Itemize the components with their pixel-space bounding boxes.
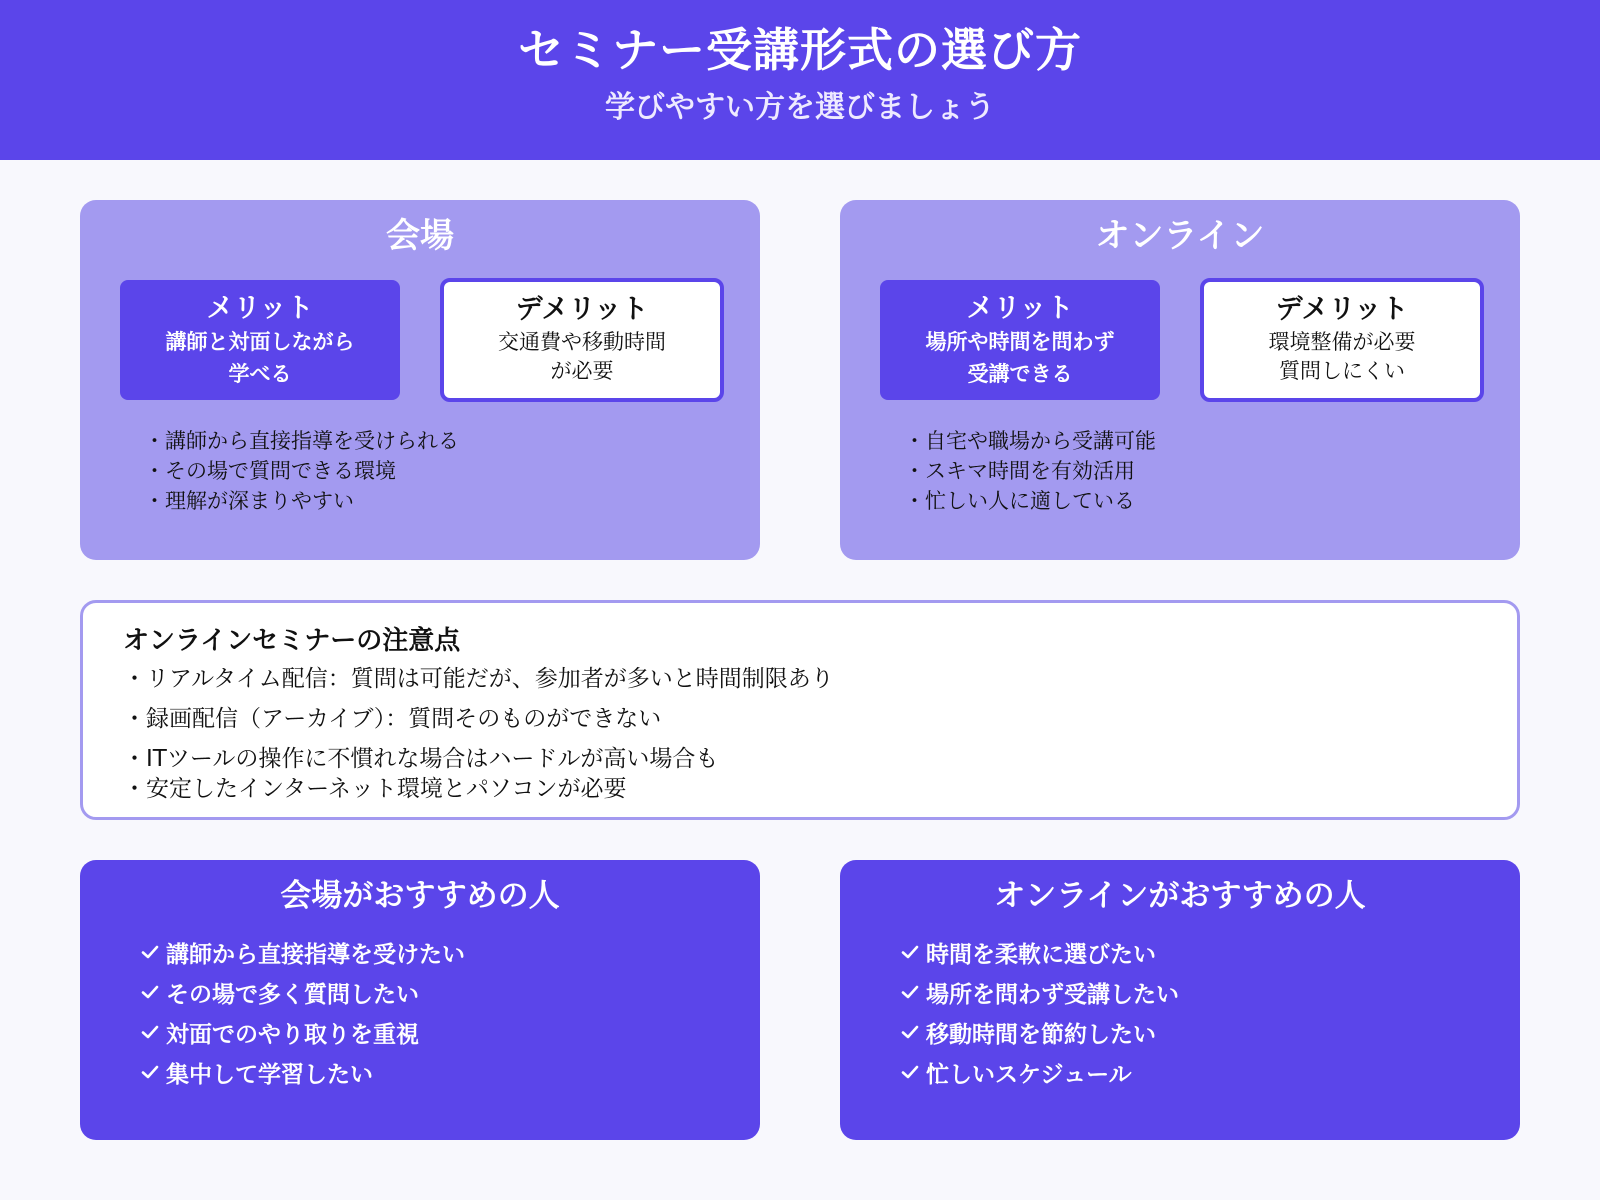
recommend-text: 忙しいスケジュール bbox=[926, 1061, 1132, 1088]
list-item bbox=[140, 1052, 465, 1092]
recommend-text: 講師から直接指導を受けたい bbox=[166, 941, 465, 968]
page-subtitle: 学びやすい方を選びましょう bbox=[605, 90, 995, 125]
online-panel bbox=[840, 200, 1520, 560]
check-icon bbox=[140, 982, 160, 1002]
list-item bbox=[900, 1052, 1179, 1092]
notes-item: ・ ITツールの操作に不慣れな場合はハードルが高い場合も bbox=[123, 743, 718, 775]
venue-points-list bbox=[144, 426, 459, 516]
online-recommend-list bbox=[900, 932, 1179, 1092]
online-merit-title: メリット bbox=[966, 293, 1074, 324]
online-recommend-title: オンラインがおすすめの人 bbox=[994, 878, 1366, 914]
venue-panel bbox=[80, 200, 760, 560]
venue-point: ・ 講師から直接指導を受けられる bbox=[144, 426, 459, 456]
check-icon bbox=[900, 1062, 920, 1082]
venue-merit-box bbox=[120, 280, 400, 400]
recommend-text: 時間を柔軟に選びたい bbox=[926, 941, 1156, 968]
notes-item: ・ 録画配信（アーカイブ）：質問そのものができない bbox=[123, 703, 661, 735]
venue-recommend-title: 会場がおすすめの人 bbox=[280, 878, 560, 914]
recommend-text: 対面でのやり取りを重視 bbox=[166, 1021, 419, 1048]
online-demerit-desc: 環境整備が必要 質問しにくい bbox=[1268, 330, 1416, 383]
venue-point: ・ その場で質問できる環境 bbox=[144, 456, 459, 486]
recommend-text: 集中して学習したい bbox=[166, 1061, 373, 1088]
venue-point: ・ 理解が深まりやすい bbox=[144, 486, 459, 516]
recommend-text: 場所を問わず受講したい bbox=[926, 981, 1179, 1008]
recommend-text: 移動時間を節約したい bbox=[926, 1021, 1156, 1048]
online-merit-box bbox=[880, 280, 1160, 400]
venue-recommend-list bbox=[140, 932, 465, 1092]
notes-item: ・ 安定したインターネット環境とパソコンが必要 bbox=[123, 773, 626, 805]
list-item bbox=[140, 1012, 465, 1052]
list-item bbox=[900, 932, 1179, 972]
venue-demerit-desc: 交通費や移動時間 が必要 bbox=[498, 330, 666, 383]
venue-merit-title: メリット bbox=[206, 293, 314, 324]
online-points-list bbox=[904, 426, 1156, 516]
list-item bbox=[140, 932, 465, 972]
online-merit-desc: 場所や時間を問わず 受講できる bbox=[925, 330, 1115, 386]
list-item bbox=[900, 1012, 1179, 1052]
list-item bbox=[900, 972, 1179, 1012]
online-point: ・ 忙しい人に適している bbox=[904, 486, 1156, 516]
header-banner bbox=[0, 0, 1600, 160]
check-icon bbox=[900, 982, 920, 1002]
online-point: ・ 自宅や職場から受講可能 bbox=[904, 426, 1156, 456]
notes-title: オンラインセミナーの注意点 bbox=[123, 626, 461, 656]
notes-item: ・ リアルタイム配信：質問は可能だが、参加者が多いと時間制限あり bbox=[123, 663, 834, 695]
online-notes-box bbox=[80, 600, 1520, 820]
online-demerit-title: デメリット bbox=[1275, 294, 1409, 325]
list-item bbox=[140, 972, 465, 1012]
check-icon bbox=[140, 1022, 160, 1042]
online-demerit-box bbox=[1200, 278, 1484, 402]
venue-demerit-box bbox=[440, 278, 724, 402]
recommend-text: その場で多く質問したい bbox=[166, 981, 419, 1008]
check-icon bbox=[140, 1062, 160, 1082]
online-title: オンライン bbox=[1095, 216, 1265, 256]
page-title: セミナー受講形式の選び方 bbox=[518, 23, 1082, 77]
check-icon bbox=[900, 1022, 920, 1042]
venue-recommend-panel bbox=[80, 860, 760, 1140]
venue-title: 会場 bbox=[386, 216, 454, 256]
venue-merit-desc: 講師と対面しながら 学べる bbox=[165, 330, 355, 386]
check-icon bbox=[140, 942, 160, 962]
venue-demerit-title: デメリット bbox=[515, 294, 649, 325]
check-icon bbox=[900, 942, 920, 962]
online-point: ・ スキマ時間を有効活用 bbox=[904, 456, 1156, 486]
online-recommend-panel bbox=[840, 860, 1520, 1140]
